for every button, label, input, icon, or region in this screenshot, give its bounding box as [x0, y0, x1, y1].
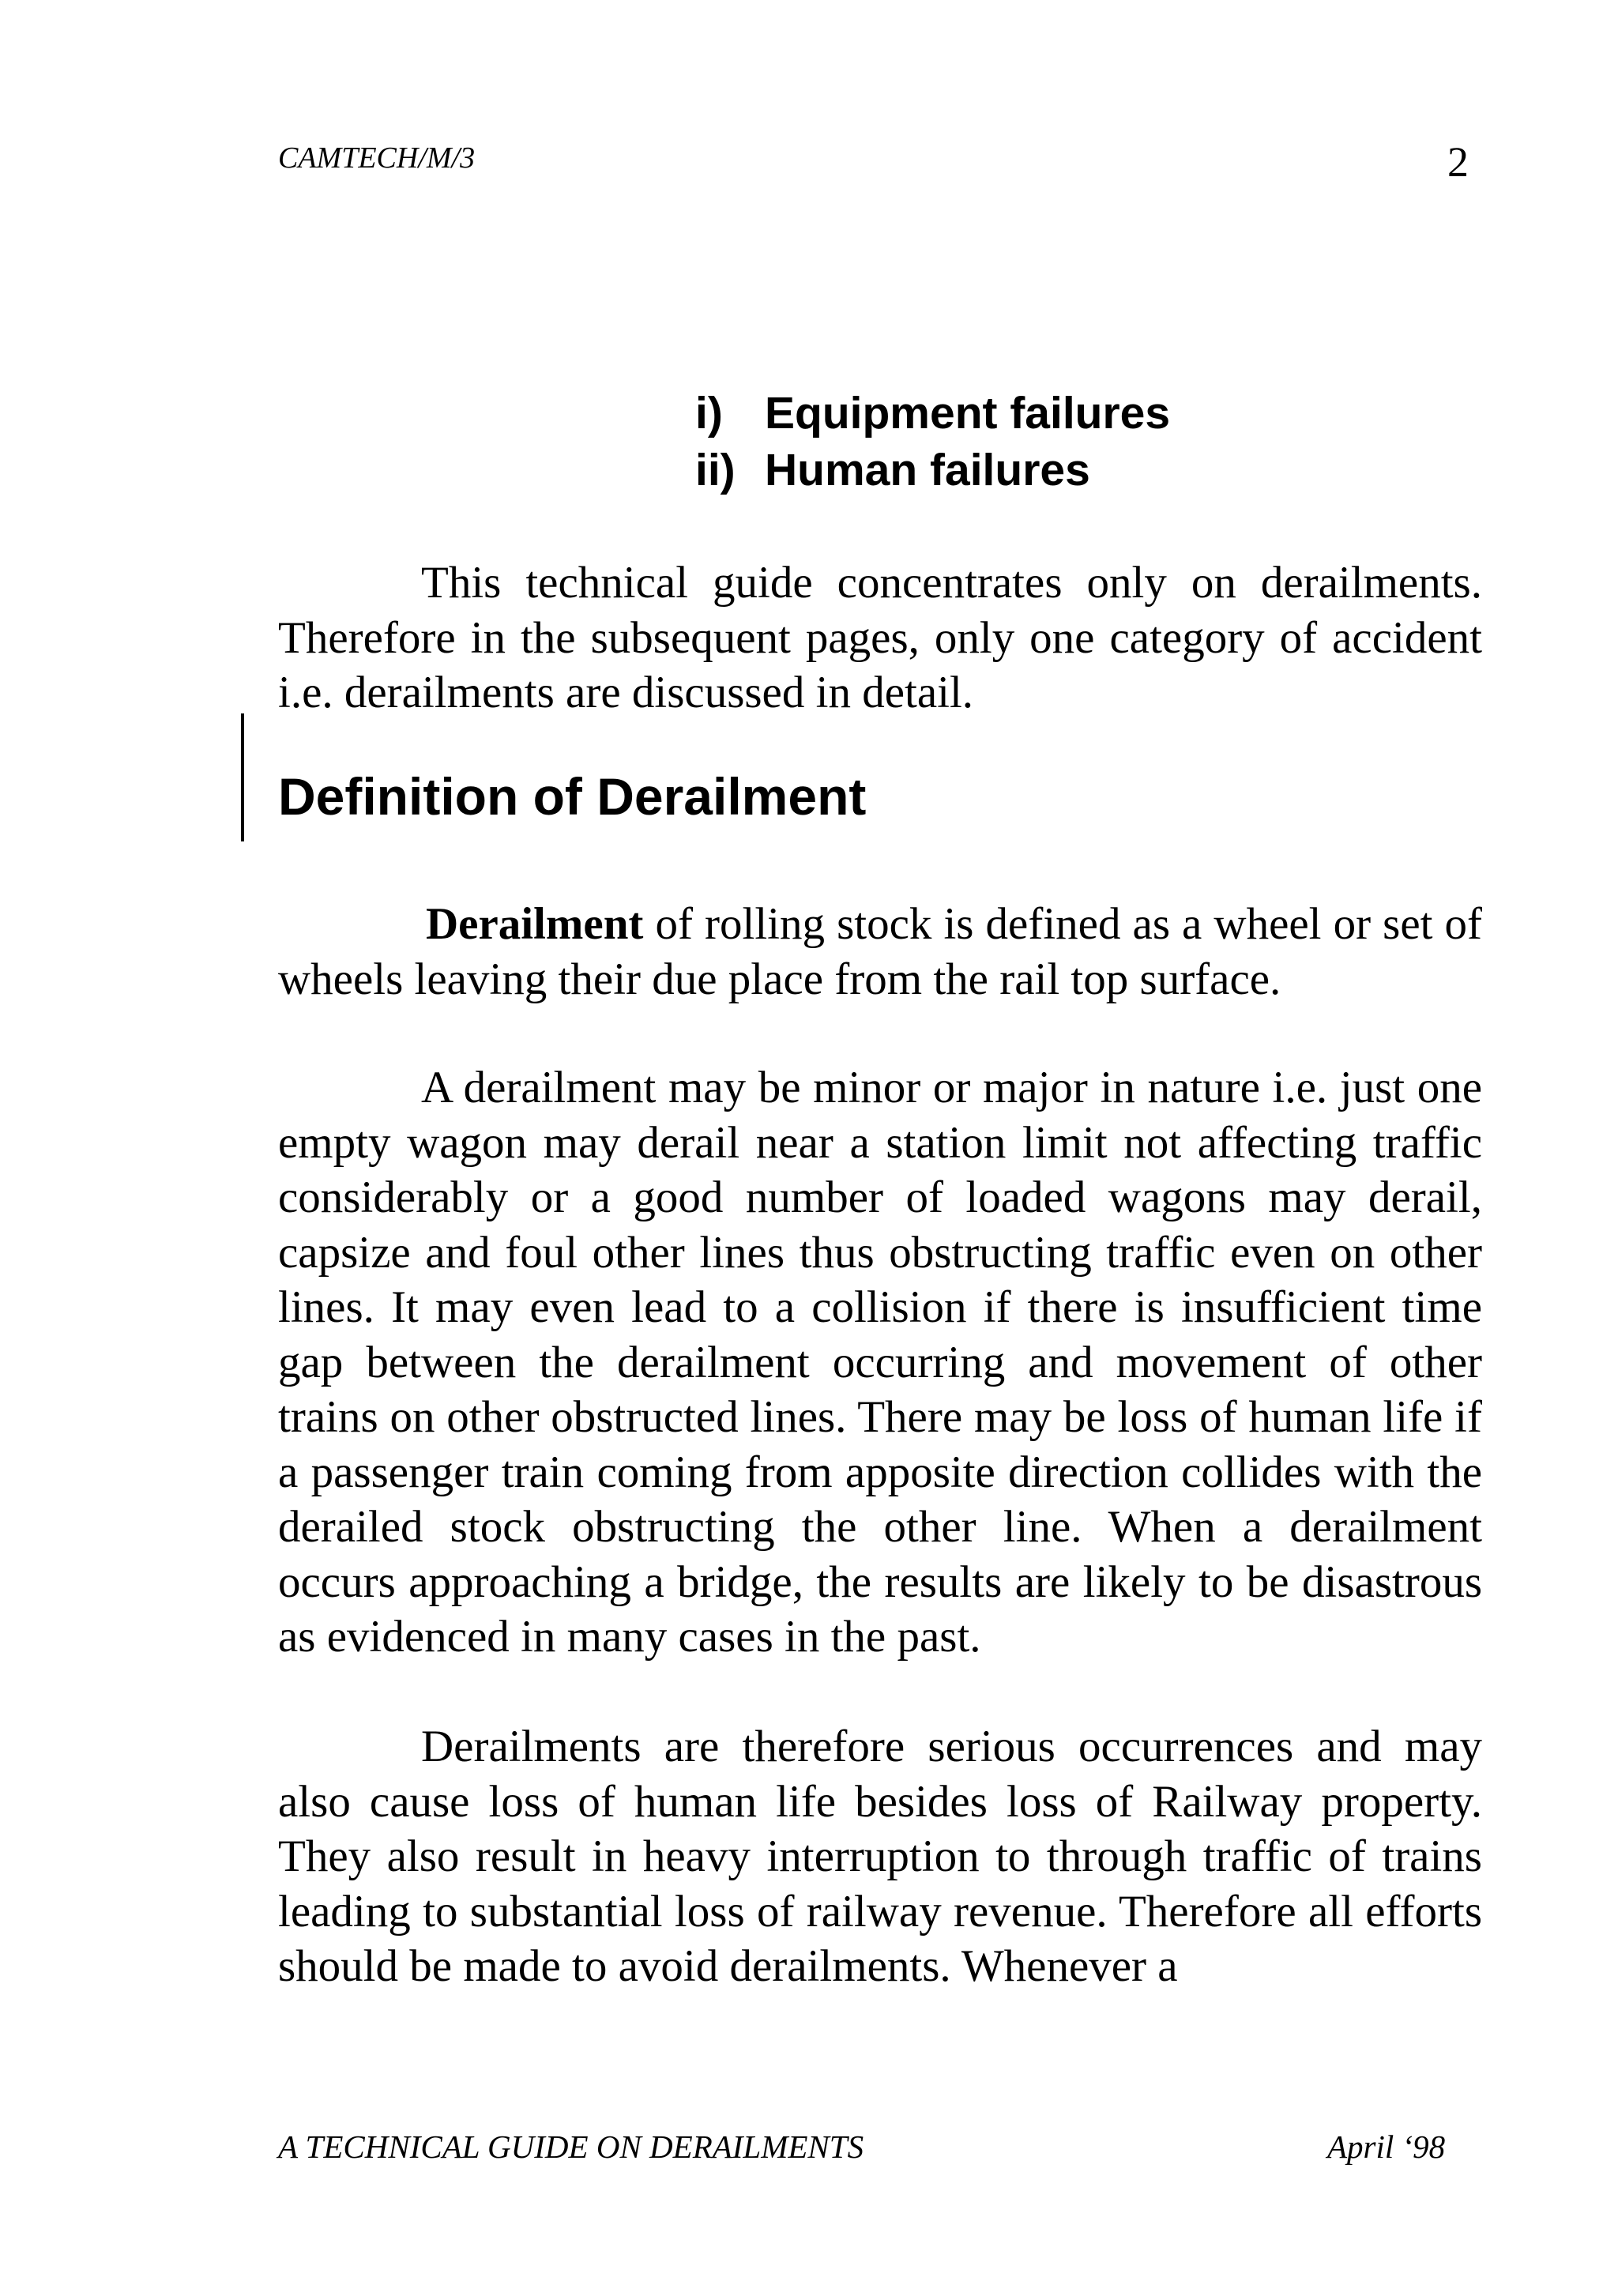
list-item-marker: i)	[695, 388, 723, 438]
list-item-text: Equipment failures	[765, 388, 1171, 438]
footer-date: April ‘98	[1327, 2129, 1446, 2165]
section-heading: Definition of Derailment	[278, 767, 867, 826]
definition-paragraph	[278, 897, 1482, 1007]
intro-paragraph: This technical guide concentrates only on derailments. Therefore in the subsequent pages, only one category of accident i.e. derailments are discussed in detail.	[278, 558, 1482, 717]
footer-title: A TECHNICAL GUIDE ON DERAILMENTS	[278, 2129, 864, 2165]
list-item	[695, 385, 1170, 442]
list-item-marker: ii)	[695, 445, 736, 495]
body-paragraph: Derailments are therefore serious occurrences and may also cause loss of human life besides loss of Railway property. They also result in heavy interruption to through traffic of trains leading to substantial loss of railway revenue. Therefore all efforts should be made to avoid derailments. Whenever a	[278, 1722, 1482, 1991]
definition-term: Derailment	[426, 899, 644, 949]
list-item-text: Human failures	[765, 445, 1090, 495]
body-paragraph: A derailment may be minor or major in nature i.e. just one empty wagon may derail near a station limit not affecting traffic considerably or a good number of loaded wagons may derail, capsize and foul other lines thus obstructing traffic even on other lines. It may even lead to a collision if there is insufficient time gap between the derailment occurring and movement of other trains on other obstructed lines. There may be loss of human life if a passenger train coming from apposite direction collides with the derailed stock obstructing the other line. When a derailment occurs approaching a bridge, the results are likely to be disastrous as evidenced in many cases in the past.	[278, 1063, 1482, 1662]
failure-category-list	[695, 385, 1170, 499]
document-code: CAMTECH/M/3	[278, 141, 476, 175]
list-item	[695, 442, 1170, 499]
revision-bar	[241, 713, 244, 841]
page-number: 2	[1447, 138, 1469, 186]
definition-text: of rolling stock is defined as a wheel or set of wheels leaving their due place from the rail top surface.	[278, 899, 1482, 1004]
